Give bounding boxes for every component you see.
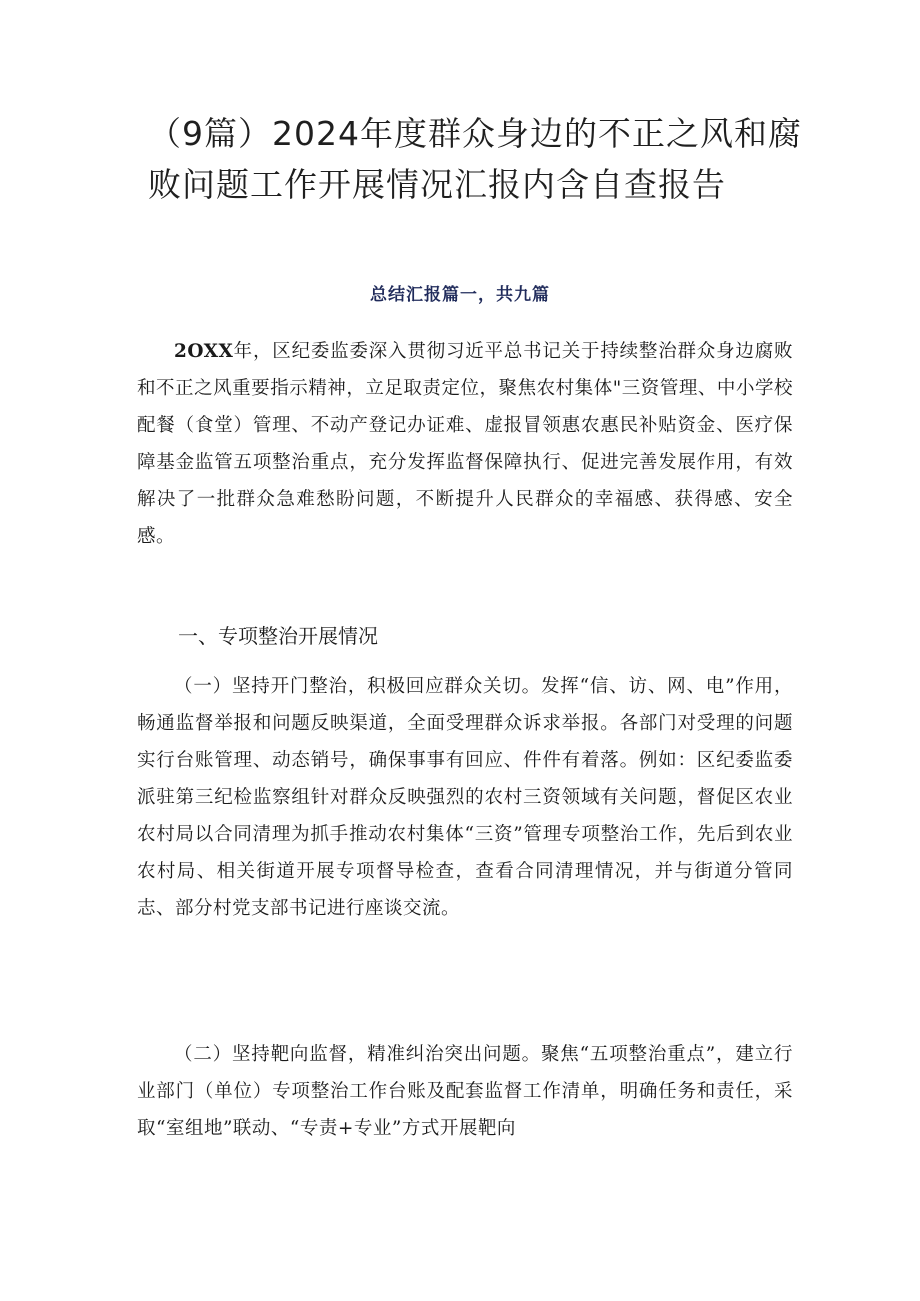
section-heading: 一、专项整治开展情况: [178, 624, 378, 648]
document-title: （9篇）2024年度群众身边的不正之风和腐败问题工作开展情况汇报内含自查报告: [148, 114, 802, 204]
paragraph-open-rectification: （一）坚持开门整治，积极回应群众关切。发挥“信、访、网、电”作用，畅通监督举报和问题反映渠道，全面受理群众诉求举报。各部门对受理的问题实行台账管理、动态销号，确保事事有回应、件件有着落。例如：区纪委监委派驻第三纪检监察组针对群众反映强烈的农村三资领域有关问题，督促区农业农村局以合同清理为抓手推动农村集体“三资”管理专项整治工作，先后到农业农村局、相关街道开展专项督导检查，查看合同清理情况，并与街道分管同志、部分村党支部书记进行座谈交流。: [137, 676, 793, 919]
intro-text: 年，区纪委监委深入贯彻习近平总书记关于持续整治群众身边腐败和不正之风重要指示精神，立足取责定位，聚焦农村集体"三资管理、中小学校配餐（食堂）管理、不动产登记办证难、虚报冒领惠农惠民补贴资金、医疗保障基金监管五项整治重点，充分发挥监督保障执行、促进完善发展作用，有效解决了一批群众急难愁盼问题，不断提升人民群众的幸福感、获得感、安全感。: [137, 341, 793, 547]
intro-paragraph: [137, 333, 793, 555]
intro-year: 2OXX: [174, 341, 234, 362]
section-subtitle: 总结汇报篇一，共九篇: [370, 285, 550, 305]
paragraph-targeted-supervision: （二）坚持靶向监督，精准纠治突出问题。聚焦“五项整治重点”，建立行业部门（单位）专项整治工作台账及配套监督工作清单，明确任务和责任，采取“室组地”联动、“专责+专业”方式开展靶向: [137, 1044, 793, 1139]
